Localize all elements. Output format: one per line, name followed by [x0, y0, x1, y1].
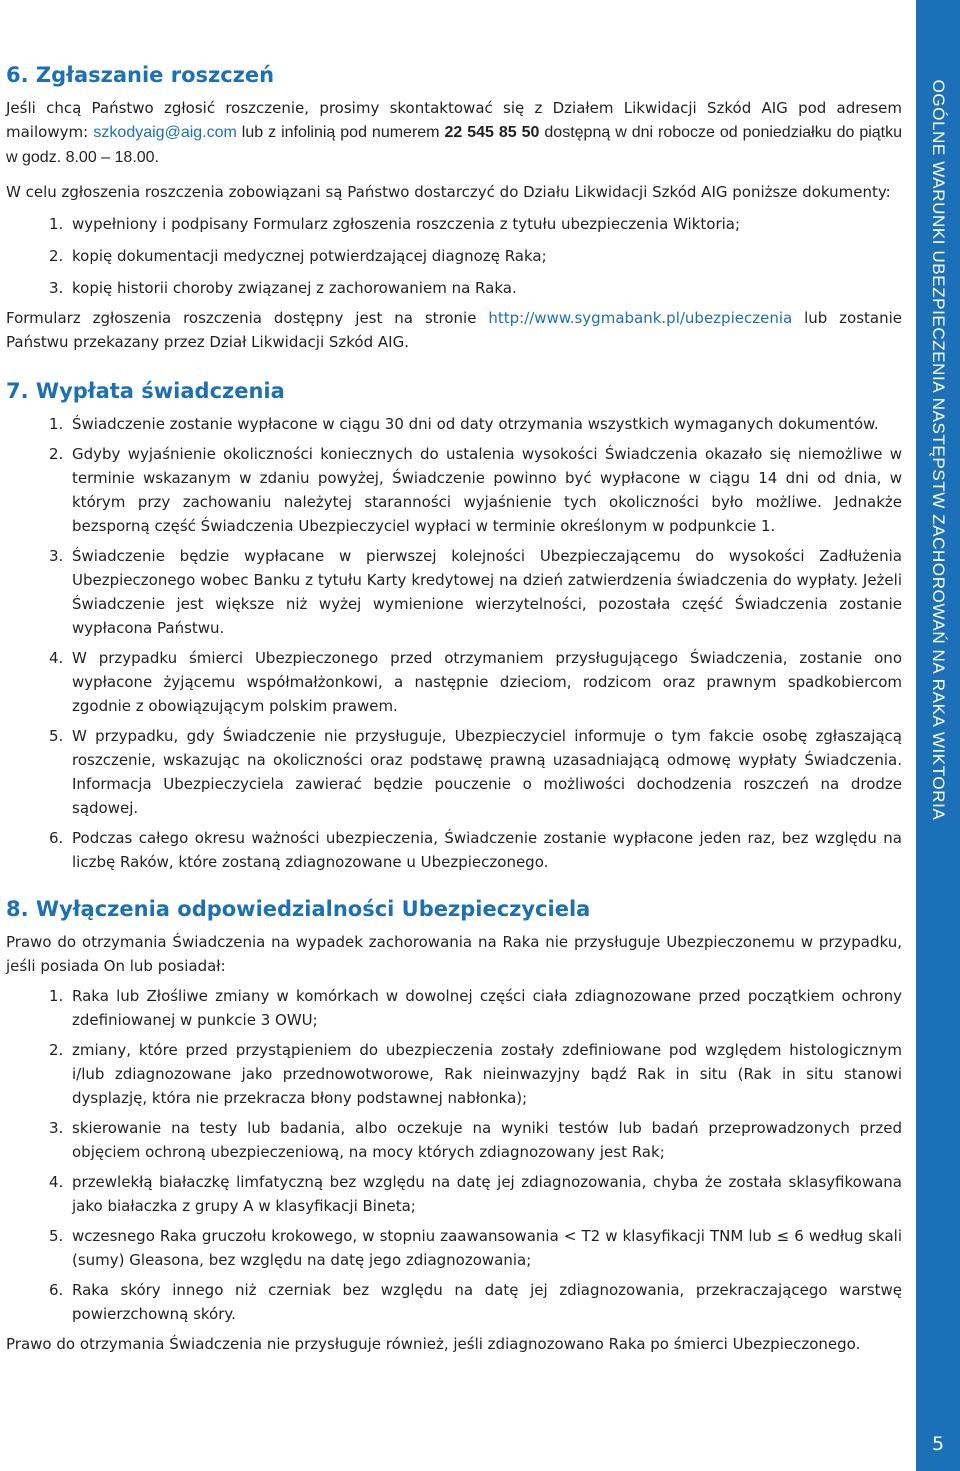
phone-number: 22 545 85 50: [444, 124, 540, 141]
list-item: 3. skierowanie na testy lub badania, albo oczekuje na wyniki testów lub badań przeprowadzonych przed objęciem ochroną ubezpieczeniową, na mocy których zdiagnozowany jest Rak;: [49, 1119, 902, 1161]
sidebar-title: OGÓLNE WARUNKI UBEZPIECZENIA NASTĘPSTW ZACHOROWAŃ NA RAKA WIKTORIA: [929, 79, 948, 821]
section-8-title: 8. Wyłączenia odpowiedzialności Ubezpieczyciela: [6, 897, 591, 921]
list-item: 6. Raka skóry innego niż czerniak bez względu na datę jej zdiagnozowania, przekraczającego warstwę powierzchowną skóry.: [49, 1281, 902, 1323]
list-item: 2. kopię dokumentacji medycznej potwierdzającej diagnozę Raka;: [49, 247, 547, 265]
list-item: 2. zmiany, które przed przystąpieniem do ubezpieczenia zostały zdefiniowane pod względem histologicznym i/lub zdiagnozowane jako przednowotworowe, Rak nieinwazyjny bądź Rak in situ (Rak in situ stanowi dysplazję, która nie przekracza błony podstawnej nabłonka);: [49, 1041, 902, 1107]
page-number: 5: [931, 1433, 945, 1455]
list-item: 4. przewlekłą białaczkę limfatyczną bez względu na datę jej zdiagnozowania, chyba że została sklasyfikowana jako białaczka z grupy A w klasyfikacji Bineta;: [49, 1173, 902, 1215]
required-documents-list: [6, 212, 902, 300]
list-item: 5. W przypadku, gdy Świadczenie nie przysługuje, Ubezpieczyciel informuje o tym fakcie osobę zgłaszającą roszczenie, wskazując na okoliczności oraz podstawę prawną uzasadniającą odmowę wypłaty Świadczenia. Informacja Ubezpieczyciela zawierać będzie pouczenie o możliwości dochodzenia roszczeń na drodze sądowej.: [49, 727, 902, 817]
contact-text-b: lub z infolinią pod numerem: [236, 124, 445, 141]
list-item: 5. wczesnego Raka gruczołu krokowego, w stopniu zaawansowania < T2 w klasyfikacji TNM lub ≤ 6 według skali (sumy) Gleasona, bez względu na datę jego zdiagnozowania;: [49, 1227, 902, 1269]
list-item: 1. Raka lub Złośliwe zmiany w komórkach w dowolnej części ciała zdiagnozowane przed początkiem ochrony zdefiniowanej w punkcie 3 OWU;: [49, 987, 902, 1029]
list-item: 6. Podczas całego okresu ważności ubezpieczenia, Świadczenie zostanie wypłacone jeden raz, bez względu na liczbę Raków, które zostaną zdiagnozowane u Ubezpieczonego.: [49, 829, 902, 871]
section-7-title: 7. Wypłata świadczenia: [6, 379, 285, 403]
list-item: 1. Świadczenie zostanie wypłacone w ciągu 30 dni od daty otrzymania wszystkich wymaganych dokumentów.: [49, 415, 879, 433]
list-item: 3. kopię historii choroby związanej z zachorowaniem na Raka.: [49, 279, 517, 297]
form-url-link[interactable]: http://www.sygmabank.pl/ubezpieczenia: [488, 309, 793, 327]
contact-text-a: Jeśli chcą Państwo zgłosić roszczenie, prosimy skontaktować się z Działem Likwidacji Szkód AIG pod adresem mailowym:: [6, 99, 902, 141]
section-6-title: 6. Zgłaszanie roszczeń: [6, 63, 275, 87]
exclusions-outro: Prawo do otrzymania Świadczenia nie przysługuje również, jeśli zdiagnozowano Raka po śmierci Ubezpieczonego.: [6, 1335, 861, 1353]
payment-rules-list: [6, 412, 902, 874]
section-claims: [6, 60, 902, 354]
contact-paragraph: [6, 96, 902, 170]
exclusions-list: [6, 984, 902, 1326]
email-link[interactable]: szkodyaig@aig.com: [93, 124, 237, 141]
contact-text-c: dostępną w dni robocze od poniedziałku do piątku w godz. 8.00 – 18.00.: [6, 124, 903, 166]
section-exclusions: [6, 894, 902, 1356]
list-item: 3. Świadczenie będzie wypłacane w pierwszej kolejności Ubezpieczającemu do wysokości Zadłużenia Ubezpieczonego wobec Banku z tytułu Karty kredytowej na dzień zatwierdzenia świadczenia do wypłaty. Jeżeli Świadczenie jest większe niż wyżej wymienione wierzytelności, pozostała część Świadczenia zostanie wypłacona Państwu.: [49, 547, 902, 637]
documents-intro: W celu zgłoszenia roszczenia zobowiązani są Państwo dostarczyć do Działu Likwidacji Szkód AIG poniższe dokumenty:: [6, 183, 891, 201]
sidebar-band: [916, 0, 960, 1471]
list-item: 2. Gdyby wyjaśnienie okoliczności koniecznych do ustalenia wysokości Świadczenia okazało się niemożliwe w terminie wskazanym w zdaniu powyżej, Świadczenie powinno być wypłacone w ciągu 14 dni od dnia, w którym przy zachowaniu należytej staranności wyjaśnienie tych okoliczności było możliwe. Jednakże bezsporną część Świadczenia Ubezpieczyciel wypłaci w terminie określonym w podpunkcie 1.: [49, 445, 902, 535]
list-item: 1. wypełniony i podpisany Formularz zgłoszenia roszczenia z tytułu ubezpieczenia Wiktoria;: [49, 215, 741, 233]
list-item: 4. W przypadku śmierci Ubezpieczonego przed otrzymaniem przysługującego Świadczenia, zostanie ono wypłacone żyjącemu współmałżonkowi, a następnie dzieciom, rodzicom oraz prawnym spadkobiercom zgodnie z obowiązującym polskim prawem.: [49, 649, 902, 715]
exclusions-intro: Prawo do otrzymania Świadczenia na wypadek zachorowania na Raka nie przysługuje Ubezpieczonemu w przypadku, jeśli posiada On lub posiadał:: [6, 933, 902, 975]
section-payment: [6, 376, 902, 874]
document-body: [6, 60, 902, 1356]
form-availability-paragraph: Formularz zgłoszenia roszczenia dostępny jest na stronie http://www.sygmabank.pl/ubezpieczenia lub zostanie Państwu przekazany przez Dział Likwidacji Szkód AIG.: [6, 309, 903, 351]
